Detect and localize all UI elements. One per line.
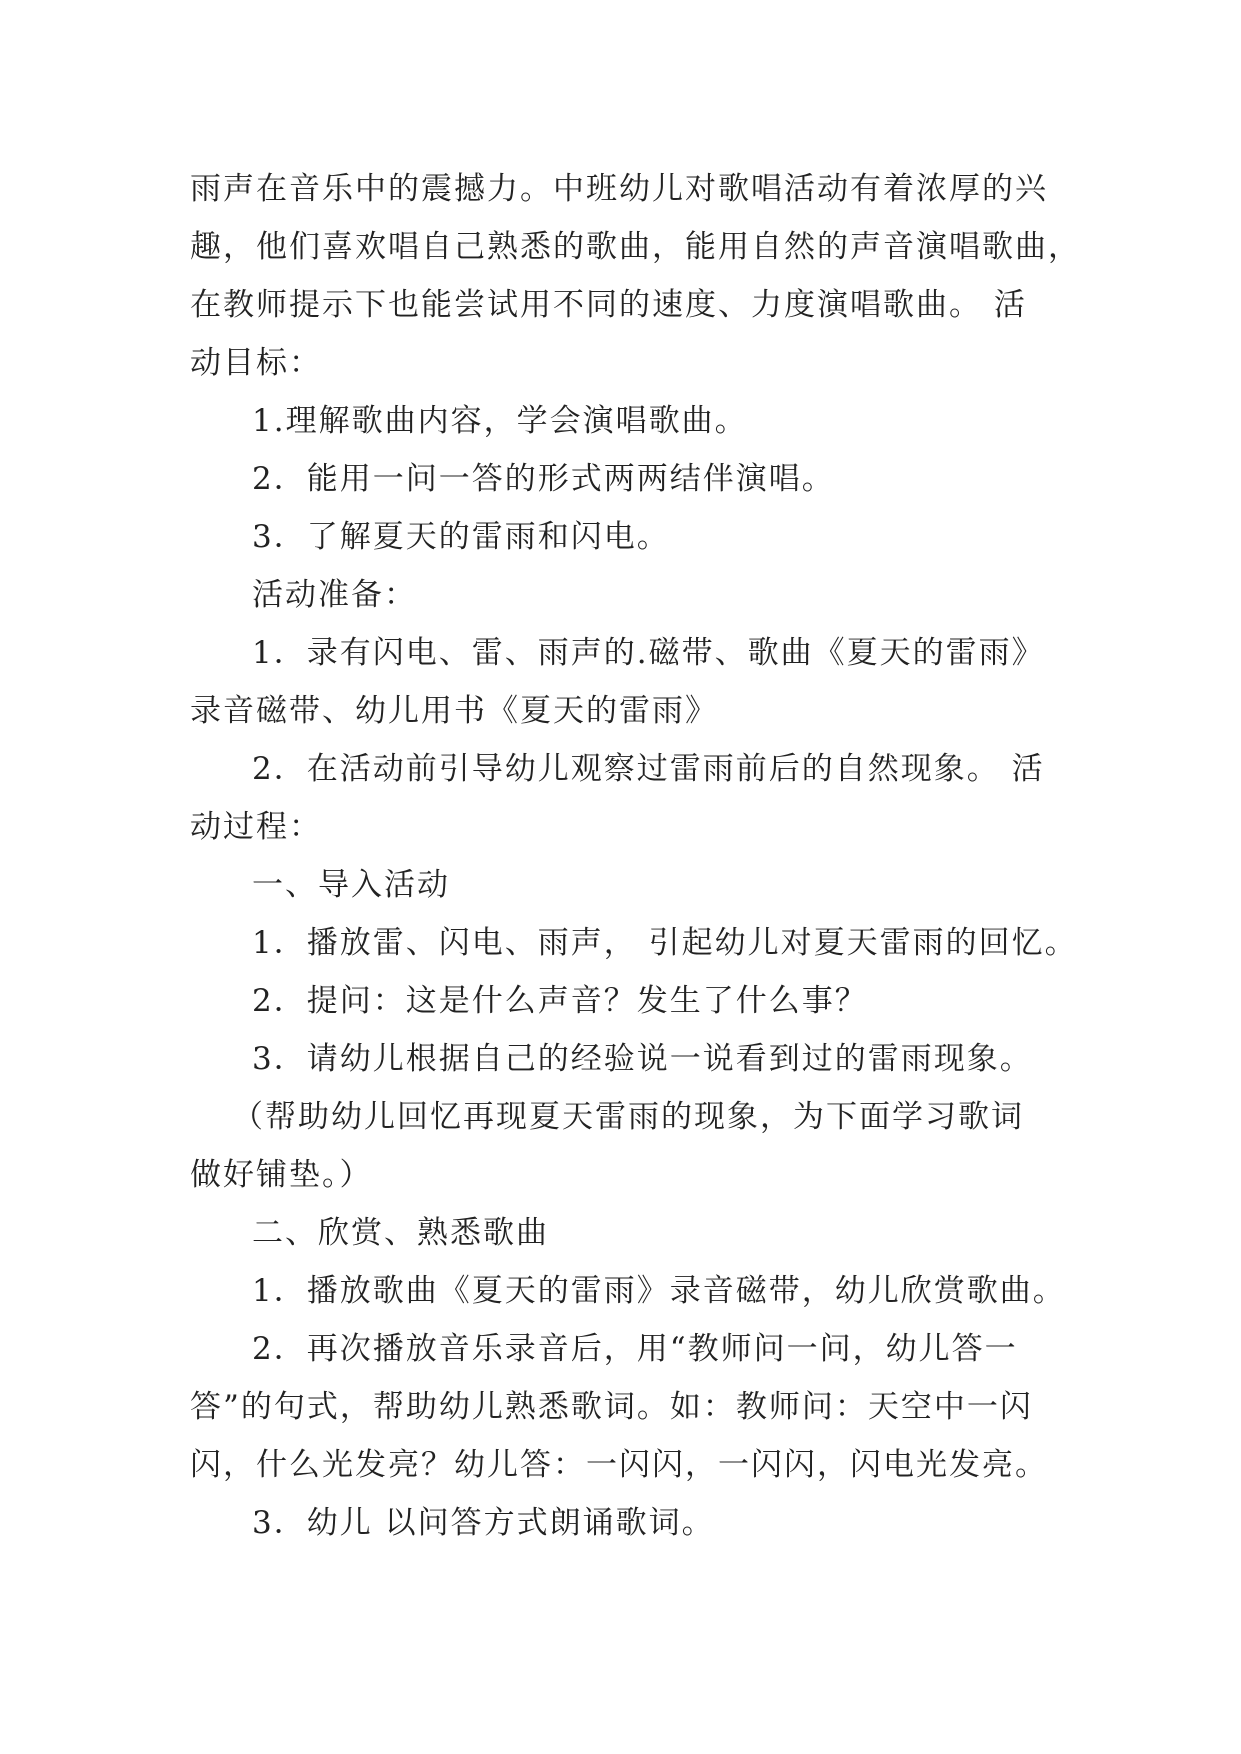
paragraph-line: 做好铺垫。） bbox=[190, 1157, 373, 1193]
paragraph-line: 在教师提示下也能尝试用不同的速度、力度演唱歌曲。 活 bbox=[190, 287, 1027, 323]
process-item: 3．请幼儿根据自己的经验说一说看到过的雷雨现象。 bbox=[252, 1041, 1033, 1077]
process-item: 1．播放雷、闪电、雨声， 引起幼儿对夏天雷雨的回忆。 bbox=[252, 925, 1078, 961]
preparation-item: 1．录有闪电、雷、雨声的.磁带、歌曲《夏天的雷雨》 bbox=[252, 635, 1045, 671]
paragraph-line: 雨声在音乐中的震撼力。中班幼儿对歌唱活动有着浓厚的兴 bbox=[190, 171, 1048, 207]
process-item: 1．播放歌曲《夏天的雷雨》录音磁带，幼儿欣赏歌曲。 bbox=[252, 1273, 1066, 1309]
goal-item: 1.理解歌曲内容，学会演唱歌曲。 bbox=[252, 403, 748, 439]
preparation-item: 2．在活动前引导幼儿观察过雷雨前后的自然现象。 活 bbox=[252, 751, 1045, 787]
section-heading: 活动准备： bbox=[252, 577, 417, 613]
paragraph-line: 动过程： bbox=[190, 809, 322, 845]
paragraph-line: 闪，什么光发亮？幼儿答：一闪闪，一闪闪，闪电光发亮。 bbox=[190, 1447, 1048, 1483]
paragraph-line: 录音磁带、幼儿用书《夏天的雷雨》 bbox=[190, 693, 718, 729]
goal-item: 3．了解夏天的雷雨和闪电。 bbox=[252, 519, 670, 555]
section-heading: 二、欣赏、熟悉歌曲 bbox=[252, 1215, 549, 1251]
process-item: 2．提问：这是什么声音？发生了什么事？ bbox=[252, 983, 868, 1019]
section-heading: 一、导入活动 bbox=[252, 867, 450, 903]
paragraph-line: 动目标： bbox=[190, 345, 322, 381]
goal-item: 2．能用一问一答的形式两两结伴演唱。 bbox=[252, 461, 835, 497]
body-text bbox=[190, 160, 1081, 1552]
process-item: 2．再次播放音乐录音后，用“教师问一问，幼儿答一 bbox=[252, 1331, 1018, 1367]
note-line: （帮助幼儿回忆再现夏天雷雨的现象，为下面学习歌词 bbox=[232, 1099, 1024, 1135]
paragraph-line: 答”的句式，帮助幼儿熟悉歌词。如：教师问：天空中一闪 bbox=[190, 1389, 1033, 1425]
process-item: 3．幼儿 以问答方式朗诵歌词。 bbox=[252, 1505, 715, 1541]
paragraph-line: 趣，他们喜欢唱自己熟悉的歌曲，能用自然的声音演唱歌曲， bbox=[190, 229, 1081, 265]
